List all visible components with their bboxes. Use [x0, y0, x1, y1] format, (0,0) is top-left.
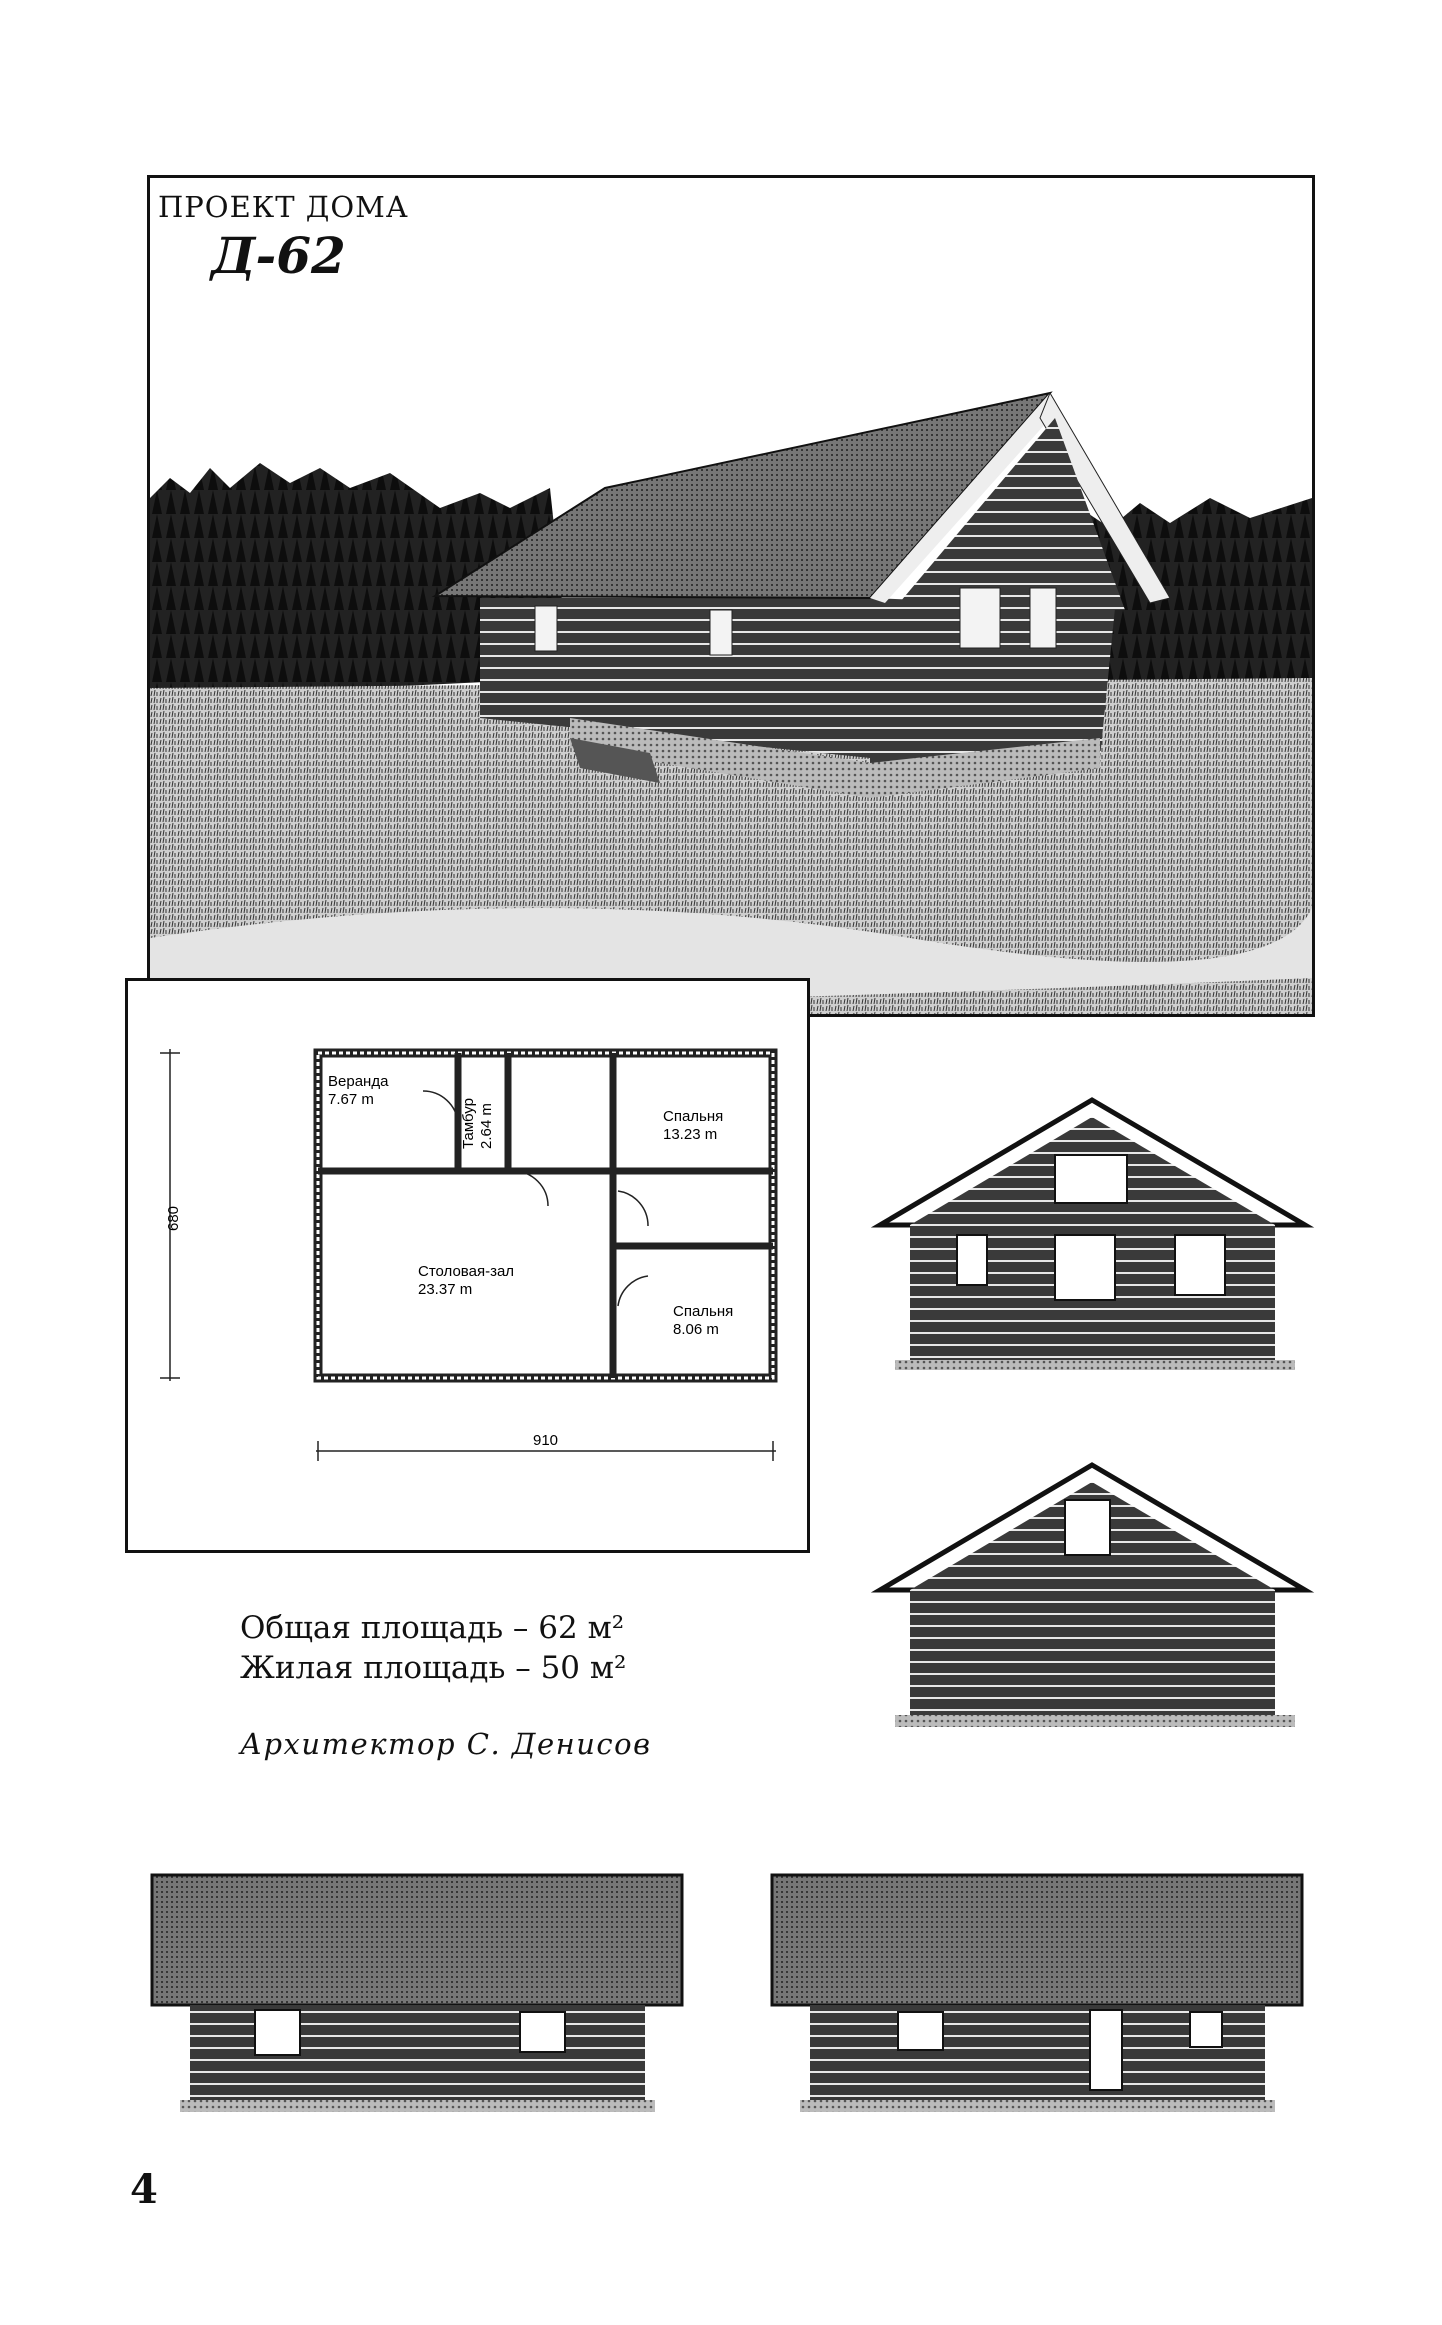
floor-plan [125, 978, 810, 1553]
total-area: Общая площадь – 62 м² [240, 1610, 625, 1646]
room-bedroom-1-name: Спальня [663, 1108, 724, 1125]
room-dining-name: Столовая-зал [418, 1263, 515, 1280]
elevation-rear [855, 1460, 1330, 1745]
title-block [158, 190, 409, 285]
elevation-side-right [770, 1870, 1305, 2120]
room-vestibule-area: 2.64 m [478, 1103, 495, 1149]
page-number: 4 [130, 2166, 158, 2213]
room-bedroom-2-area: 8.06 m [673, 1321, 719, 1338]
room-dining-area: 23.37 m [418, 1281, 473, 1298]
dimension-height: 680 [165, 1205, 182, 1231]
room-veranda-area: 7.67 m [328, 1091, 374, 1108]
room-bedroom-2-name: Спальня [673, 1303, 734, 1320]
room-vestibule-name: Тамбур [460, 1098, 477, 1149]
living-area: Жилая площадь – 50 м² [240, 1650, 627, 1686]
elevation-front [855, 1095, 1330, 1380]
area-block [240, 1608, 626, 1688]
elevation-side-left [150, 1870, 685, 2120]
architect-credit: Архитектор С. Денисов [240, 1727, 652, 1761]
project-label: ПРОЕКТ ДОМА [158, 190, 409, 224]
dimension-width: 910 [533, 1432, 559, 1449]
room-veranda-name: Веранда [328, 1073, 389, 1090]
room-bedroom-1-area: 13.23 m [663, 1126, 718, 1143]
project-code: Д-62 [211, 226, 346, 285]
house-photo [147, 175, 1315, 1017]
